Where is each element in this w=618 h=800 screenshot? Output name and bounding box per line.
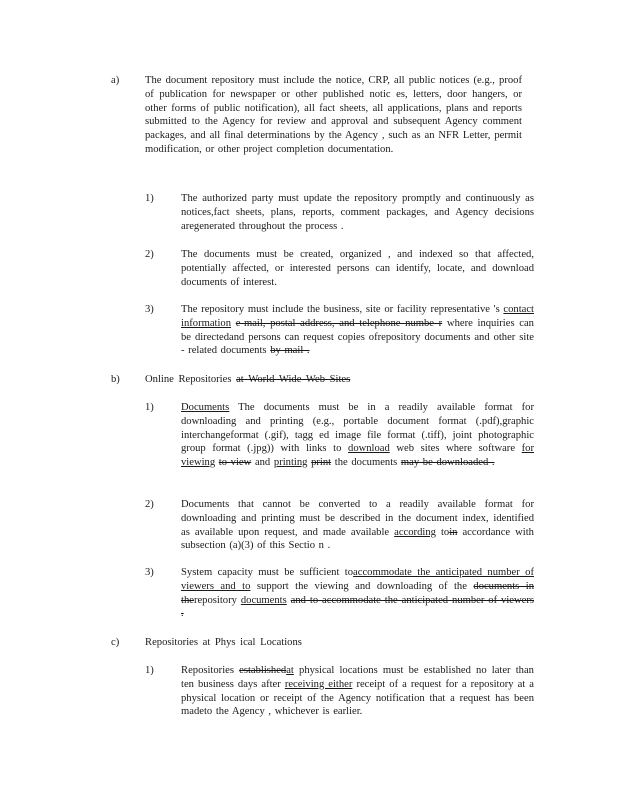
item-a1-paragraph: The authorized party must update the repository promptly and continuously as notices,fact sheets, plans, reports, comment packages, and Agency decisions aregenerated throughout the process . [181,193,534,232]
item-b1-text-3: and [254,457,271,469]
item-c1-text-1: Repositories [181,665,234,676]
section-c-heading: Repositories at Phys ical Locations [145,637,302,648]
item-b3-text-3: repository [193,594,237,606]
item-c1-marker: 1) [145,665,154,676]
item-a2-marker: 2) [145,249,154,260]
section-b-marker: b) [111,374,120,385]
item-b1-insertion-3: for viewing [181,443,535,469]
item-b3-insertion-1: accommodate the anticipated number of viewers and to [181,567,534,592]
item-c1-text-2: physical locations must be established no later than ten business days after [181,665,534,690]
item-b3-deletion-1: documents in the [181,580,534,606]
item-b1-text-1: The documents must be in a readily available format for downloading and printing (e.g., portable document format (.pdf),graphic interchangeformat (.gif), tagg ed image file format (.tiff), joint photographic group format (.jpg)) with links to [181,402,534,455]
item-b1-deletion-5: may be downloaded . [400,457,495,469]
section-b-heading-text: Online Repositories [145,374,232,385]
item-a3-text-1: The repository must include the business, site or facility representative 's [181,304,500,315]
item-b1-insertion-1: Documents [181,402,230,413]
item-a2-paragraph: The documents must be created, organized , and indexed so that affected, potentially affected, or interested persons can identify, locate, and download documents of interest. [181,249,534,288]
item-b2-text-2: to [440,526,450,538]
item-b3-paragraph [181,566,534,621]
item-c1-insertion-2: receiving either [284,678,353,690]
item-b3-insertion-2: documents [240,594,287,606]
item-a3-deletion-2: by mail . [270,345,310,357]
item-a3-paragraph [181,303,534,358]
section-b-heading [145,373,350,387]
item-b1-insertion-2: download [348,443,390,455]
item-b3-text-1: System capacity must be sufficient to [181,567,354,578]
item-b1-text-2: web sites where software [396,443,516,455]
item-b2-deletion-1: in [449,526,458,538]
item-b1-deletion-4: print [311,457,332,469]
item-c1-deletion-1: established [239,665,287,676]
section-c-marker: c) [111,637,120,648]
item-a3-insertion-1: contact information [181,304,534,329]
item-a3-marker: 3) [145,304,154,315]
item-b2-marker: 2) [145,499,154,510]
item-a3-text-2: where inquiries can be directedand persons can request copies ofrepository documents and other site - related documents [181,317,534,357]
item-a1-marker: 1) [145,193,154,204]
section-b-heading-deletion: at World Wide Web Sites [236,374,351,385]
item-b2-text-1: Documents that cannot be converted to a readily available format for downloading and printing must be described in the document index, identified as available upon request, and made available [181,499,534,538]
item-b1-marker: 1) [145,402,154,413]
item-b1-deletion-3: to view [218,457,252,469]
item-b3-deletion-2: and to accommodate the anticipated number of viewers . [181,594,534,620]
section-a-marker: a) [111,75,120,86]
item-b1-insertion-4: printing [273,457,308,469]
item-b2-paragraph [181,498,534,553]
item-a3-deletion-1: e-mail, postal address, and telephone numbe r [235,317,443,329]
item-b2-insertion-1: according [394,526,436,538]
item-c1-text-3: receipt of a request for a repository at a physical location or receipt of the Agency notification that a request has been madeto the Agency , whichever is earlier. [181,678,534,718]
item-c1-insertion-1: at [286,665,294,676]
item-b3-marker: 3) [145,567,154,578]
item-b3-text-2: support the viewing and downloading of the [256,580,467,592]
item-b2-text-3: accordance with subsection (a)(3) of this Sectio n . [181,526,534,552]
item-c1-paragraph [181,664,534,719]
item-b1-text-4: the documents [334,457,398,469]
section-a-paragraph: The document repository must include the notice, CRP, all public notices (e.g., proof of publication for newspaper or other published notic es, letters, door hangers, or other forms of public notification), all fact sheets, all applications, plans and reports submitted to the Agency for review and approval and subsequent Agency comment packages, and all final determinations by the Agency , such as an NFR Letter, permit modification, or other project completion documentation. [145,75,522,155]
item-b1-paragraph [181,401,534,470]
